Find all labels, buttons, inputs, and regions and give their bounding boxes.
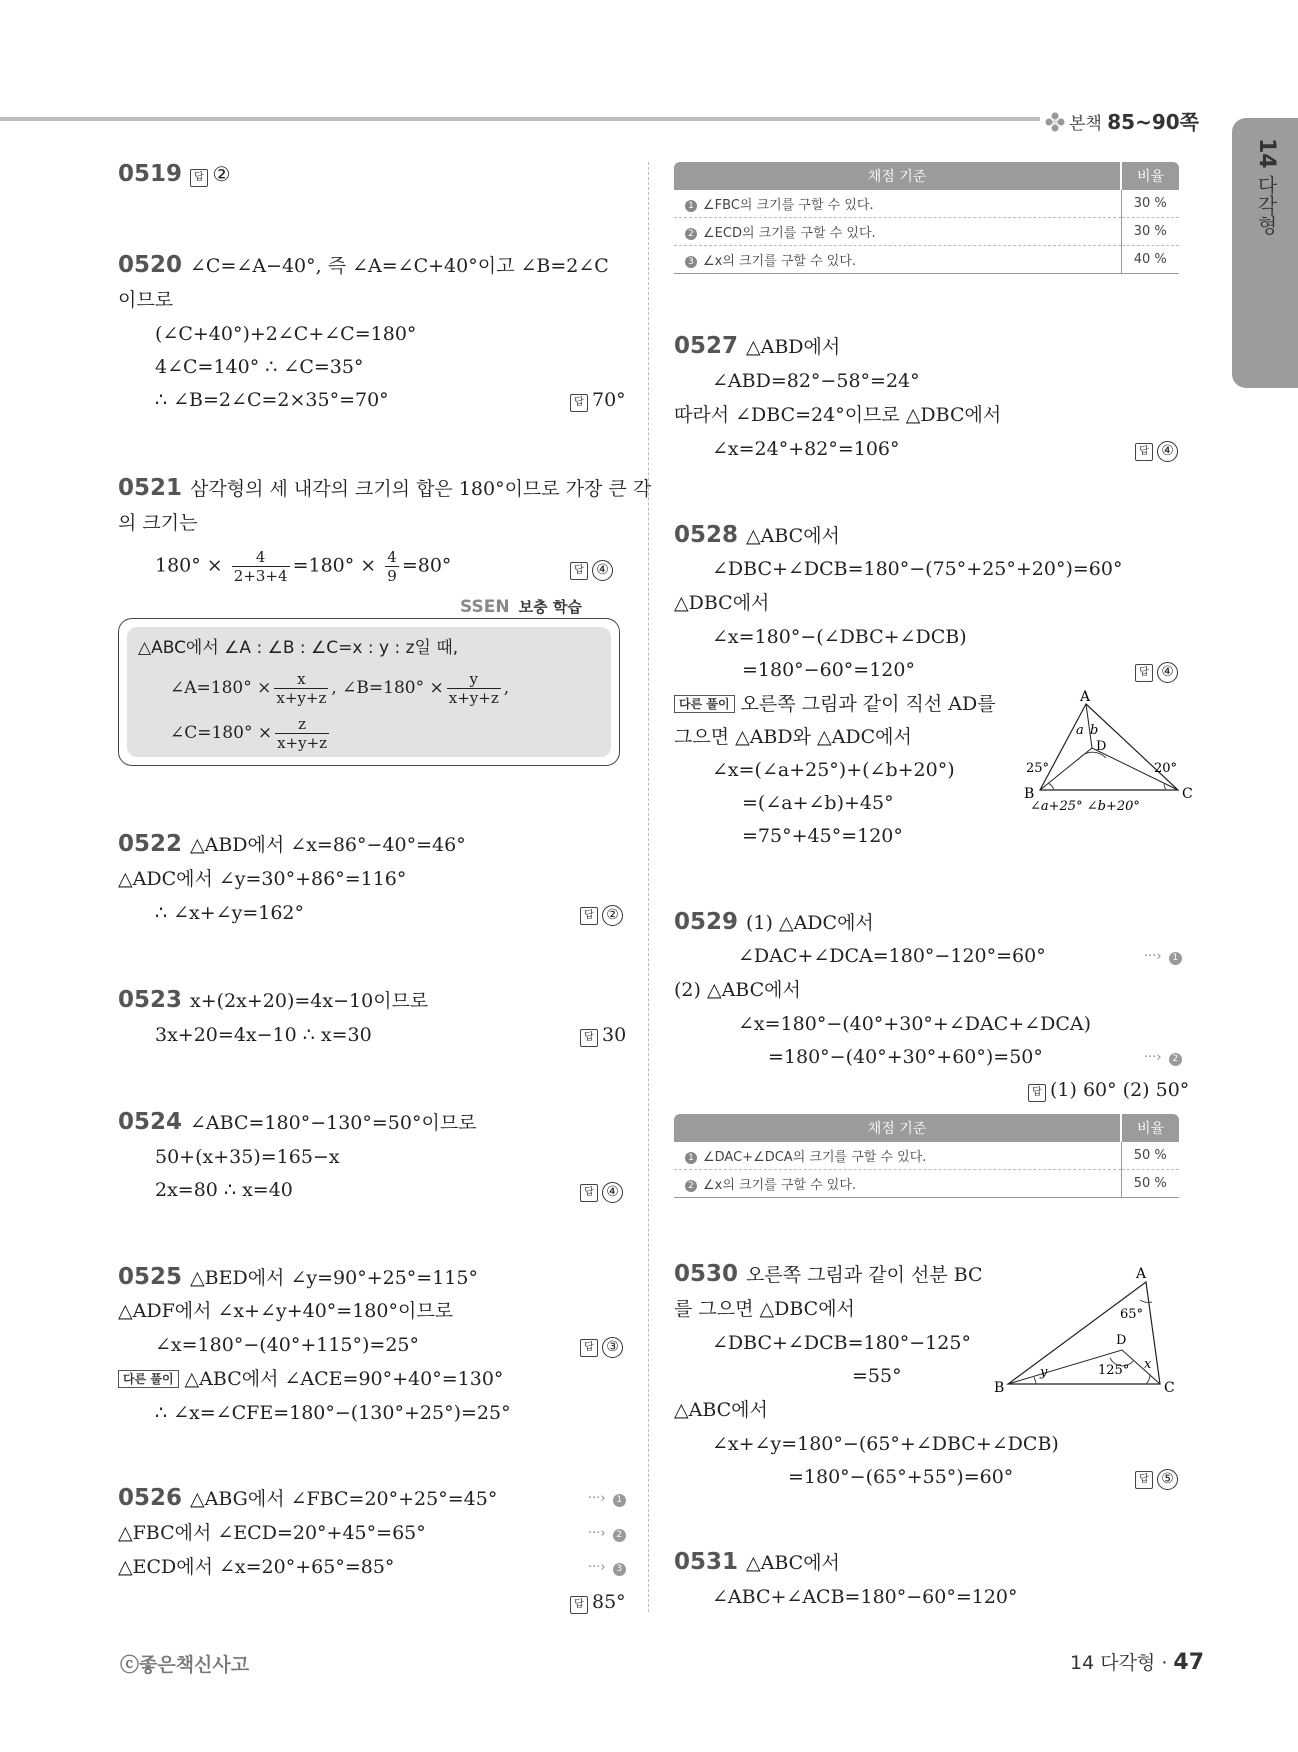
- flower-icon: [1045, 112, 1065, 132]
- vertex-label: C: [1182, 786, 1193, 802]
- problem-0521: 0521 삼각형의 세 내각의 크기의 합은 180°이므로 가장 큰 각: [118, 475, 652, 501]
- vertex-label: D: [1096, 739, 1107, 754]
- problem-0531: 0531 △ABC에서: [674, 1549, 840, 1575]
- vertex-label: B: [1024, 786, 1035, 802]
- answer-0526: 답 85°: [570, 1590, 626, 1614]
- problem-0525: 0525 △BED에서 ∠y=90°+25°=115°: [118, 1264, 478, 1290]
- other-solution-0525: 다른 풀이 △ABC에서 ∠ACE=90°+40°=130°: [118, 1367, 503, 1391]
- problem-0530: 0530 오른쪽 그림과 같이 선분 BC: [674, 1261, 983, 1287]
- step-marker: ···› 2: [588, 1526, 626, 1542]
- angle-label: ∠a+25° ∠b+20°: [1030, 799, 1140, 814]
- answer-0522: 답 ②: [580, 901, 623, 926]
- angle-label: 65°: [1120, 1307, 1144, 1322]
- answer-0524: 답 ④: [580, 1178, 623, 1203]
- problem-0528: 0528 △ABC에서: [674, 522, 840, 548]
- angle-label: 25°: [1026, 761, 1050, 776]
- problem-0522: 0522 △ABD에서 ∠x=86°−40°=46°: [118, 831, 466, 857]
- vertex-label: A: [1080, 689, 1091, 705]
- page-number: 14 다각형 · 47: [1070, 1650, 1205, 1675]
- answer-0527: 답 ④: [1135, 437, 1178, 462]
- vertex-label: A: [1136, 1266, 1147, 1282]
- problem-0523: 0523 x+(2x+20)=4x−10이므로: [118, 987, 429, 1013]
- chapter-side-tab: 14 다각형: [1232, 118, 1298, 388]
- criteria-table-0526: 채점 기준 비율 1 ∠FBC의 크기를 구할 수 있다. 30 % 2 ∠ECD의 크기를 구할 수 있다. 30 % 3 ∠x의 크기를 구할 수 있다. 40 %: [674, 162, 1179, 274]
- problem-0526: 0526 △ABG에서 ∠FBC=20°+25°=45°: [118, 1485, 498, 1511]
- angle-label: 125°: [1098, 1363, 1130, 1378]
- criteria-table-0529: 채점 기준 비율 1 ∠DAC+∠DCA의 크기를 구할 수 있다. 50 % 2 ∠x의 크기를 구할 수 있다. 50 %: [674, 1114, 1179, 1198]
- other-solution-0528: 다른 풀이 오른쪽 그림과 같이 직선 AD를: [674, 692, 996, 716]
- header-rule: [0, 117, 1040, 121]
- problem-0520: 0520 ∠C=∠A−40°, 즉 ∠A=∠C+40°이고 ∠B=2∠C: [118, 252, 609, 278]
- angle-label: 20°: [1154, 761, 1178, 776]
- answer-0525: 답 ③: [580, 1333, 623, 1358]
- column-divider: [648, 162, 649, 1612]
- answer-0520: 답 70°: [570, 388, 626, 412]
- answer-0528: 답 ④: [1135, 658, 1178, 683]
- vertex-label: D: [1116, 1333, 1127, 1348]
- angle-label: x: [1144, 1357, 1152, 1372]
- answer-0530: 답 ⑤: [1135, 1465, 1178, 1490]
- triangle-figure-0530: [994, 1262, 1184, 1396]
- answer-0523: 답 30: [580, 1023, 626, 1047]
- angle-label: y: [1040, 1365, 1048, 1380]
- vertex-label: C: [1164, 1380, 1175, 1396]
- formula-0521: 180° × $\frac{4}{2+3+4}$ =180° × $\frac{4}{9}$ =80°: [155, 548, 452, 585]
- problem-0519: 0519 답 ②: [118, 161, 231, 187]
- ssen-label: SSEN 보충 학습: [460, 596, 586, 617]
- answer-0529: 답 (1) 60° (2) 50°: [1028, 1078, 1189, 1102]
- angle-label: a: [1076, 723, 1084, 738]
- step-marker: ···› 3: [588, 1560, 626, 1576]
- vertex-label: B: [994, 1380, 1005, 1396]
- publisher-mark: ⓒ좋은책신사고: [120, 1654, 250, 1676]
- angle-label: b: [1090, 723, 1099, 738]
- triangle-figure-0528: [1018, 689, 1193, 820]
- problem-0527: 0527 △ABD에서: [674, 333, 841, 359]
- step-marker: ···› 2: [1144, 1050, 1182, 1066]
- problem-0529: 0529 (1) △ADC에서: [674, 909, 874, 935]
- step-marker: ···› 1: [588, 1491, 626, 1507]
- answer-0521: 답 ④: [570, 556, 613, 581]
- page-reference: 본책 85~90쪽: [1045, 106, 1199, 135]
- problem-0524: 0524 ∠ABC=180°−130°=50°이므로: [118, 1109, 477, 1135]
- step-marker: ···› 1: [1144, 949, 1182, 965]
